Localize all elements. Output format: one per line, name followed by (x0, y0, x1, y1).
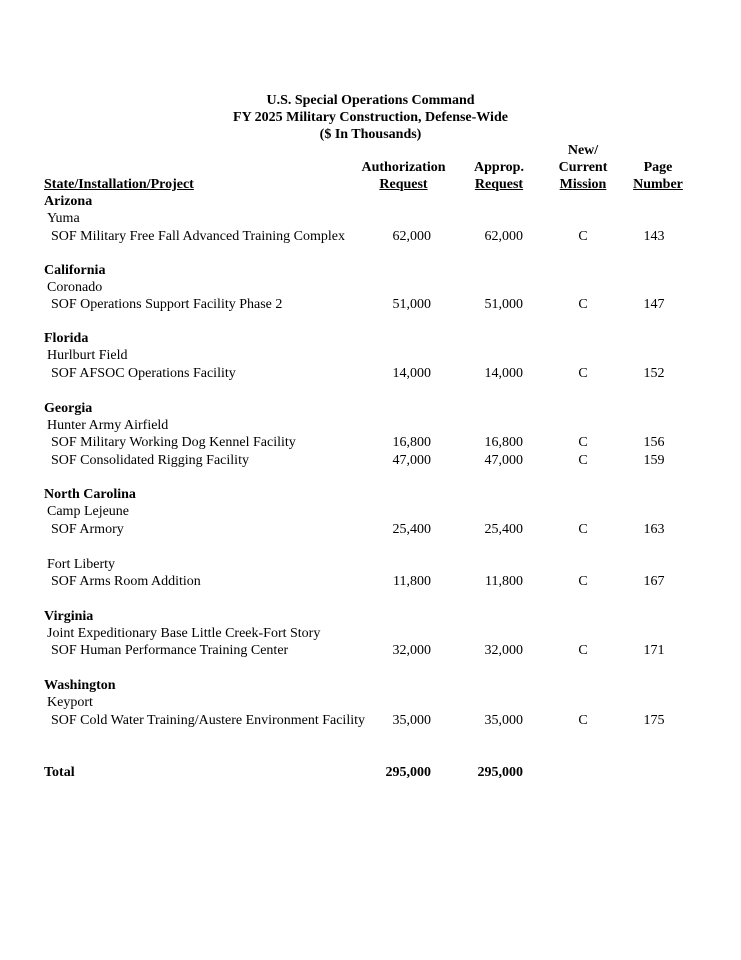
installation-row (0, 503, 741, 520)
appropriation-value: 11,800 (485, 574, 523, 589)
appropriation-value: 25,400 (484, 522, 523, 537)
appropriation-value: 47,000 (484, 453, 523, 468)
header-project: State/Installation/Project (44, 177, 194, 192)
total-authorization: 295,000 (385, 765, 431, 780)
state-row (0, 193, 741, 210)
page-number: 156 (643, 435, 665, 450)
project-name: SOF Operations Support Facility Phase 2 (51, 297, 283, 312)
appropriation-value: 35,000 (484, 713, 523, 728)
state-name: Washington (44, 678, 116, 693)
installation-name: Keyport (47, 695, 93, 710)
title-line-2: FY 2025 Military Construction, Defense-Wide (233, 110, 508, 125)
total-label: Total (44, 765, 75, 780)
authorization-value: 16,800 (392, 435, 431, 450)
installation-name: Coronado (47, 280, 103, 295)
project-name: SOF Cold Water Training/Austere Environment Facility (51, 713, 365, 728)
project-row (0, 296, 741, 313)
state-row (0, 677, 741, 694)
state-row (0, 486, 741, 503)
page-number: 143 (643, 229, 665, 244)
total-appropriation: 295,000 (477, 765, 523, 780)
page-number: 159 (643, 453, 665, 468)
header-appropriation: Approp. Request (474, 160, 524, 192)
installation-row (0, 347, 741, 364)
mission-value: C (578, 453, 588, 468)
authorization-value: 32,000 (392, 643, 431, 658)
project-row (0, 573, 741, 590)
authorization-value: 14,000 (392, 366, 431, 381)
state-name: California (44, 263, 106, 278)
installation-row (0, 694, 741, 711)
installation-row (0, 625, 741, 642)
authorization-value: 62,000 (392, 229, 431, 244)
page-number: 175 (643, 713, 665, 728)
mission-value: C (578, 713, 588, 728)
mission-value: C (578, 574, 588, 589)
mission-value: C (578, 522, 588, 537)
project-row (0, 228, 741, 245)
mission-value: C (578, 297, 588, 312)
installation-row (0, 210, 741, 227)
page-number: 171 (643, 643, 665, 658)
authorization-value: 11,800 (393, 574, 431, 589)
state-row (0, 400, 741, 417)
appropriation-value: 14,000 (484, 366, 523, 381)
page-number: 167 (643, 574, 665, 589)
total-row (0, 764, 741, 781)
state-name: Georgia (44, 401, 93, 416)
installation-name: Joint Expeditionary Base Little Creek-Fort Story (47, 626, 321, 641)
project-name: SOF AFSOC Operations Facility (51, 366, 236, 381)
appropriation-value: 32,000 (484, 643, 523, 658)
authorization-value: 51,000 (392, 297, 431, 312)
installation-name: Fort Liberty (47, 557, 116, 572)
mission-value: C (578, 435, 588, 450)
page-number: 147 (643, 297, 665, 312)
authorization-value: 35,000 (392, 713, 431, 728)
authorization-value: 25,400 (392, 522, 431, 537)
state-name: Arizona (44, 194, 93, 209)
state-row (0, 608, 741, 625)
project-name: SOF Consolidated Rigging Facility (51, 453, 249, 468)
project-row (0, 434, 741, 451)
project-row (0, 642, 741, 659)
project-name: SOF Human Performance Training Center (51, 643, 289, 658)
installation-row (0, 556, 741, 573)
page-number: 152 (643, 366, 665, 381)
state-row (0, 262, 741, 279)
project-name: SOF Arms Room Addition (51, 574, 201, 589)
state-name: Virginia (44, 609, 94, 624)
appropriation-value: 62,000 (484, 229, 523, 244)
document-title (0, 92, 741, 143)
title-line-3: ($ In Thousands) (319, 127, 422, 142)
state-name: North Carolina (44, 487, 136, 502)
header-mission: New/ Current Mission (558, 143, 608, 192)
installation-name: Hurlburt Field (47, 348, 128, 363)
state-name: Florida (44, 331, 89, 346)
project-row (0, 521, 741, 538)
state-row (0, 330, 741, 347)
mission-value: C (578, 643, 588, 658)
project-name: SOF Military Working Dog Kennel Facility (51, 435, 296, 450)
header-page: Page Number (633, 160, 683, 192)
mission-value: C (578, 366, 588, 381)
installation-name: Camp Lejeune (47, 504, 130, 519)
appropriation-value: 51,000 (484, 297, 523, 312)
project-row (0, 365, 741, 382)
installation-row (0, 279, 741, 296)
installation-name: Hunter Army Airfield (47, 418, 169, 433)
page-number: 163 (643, 522, 665, 537)
installation-name: Yuma (47, 211, 80, 226)
title-line-1: U.S. Special Operations Command (266, 93, 475, 108)
appropriation-value: 16,800 (484, 435, 523, 450)
header-authorization: Authorization Request (361, 160, 446, 192)
project-row (0, 712, 741, 729)
installation-row (0, 417, 741, 434)
project-name: SOF Military Free Fall Advanced Training Complex (51, 229, 345, 244)
project-row (0, 452, 741, 469)
authorization-value: 47,000 (392, 453, 431, 468)
project-name: SOF Armory (51, 522, 124, 537)
mission-value: C (578, 229, 588, 244)
